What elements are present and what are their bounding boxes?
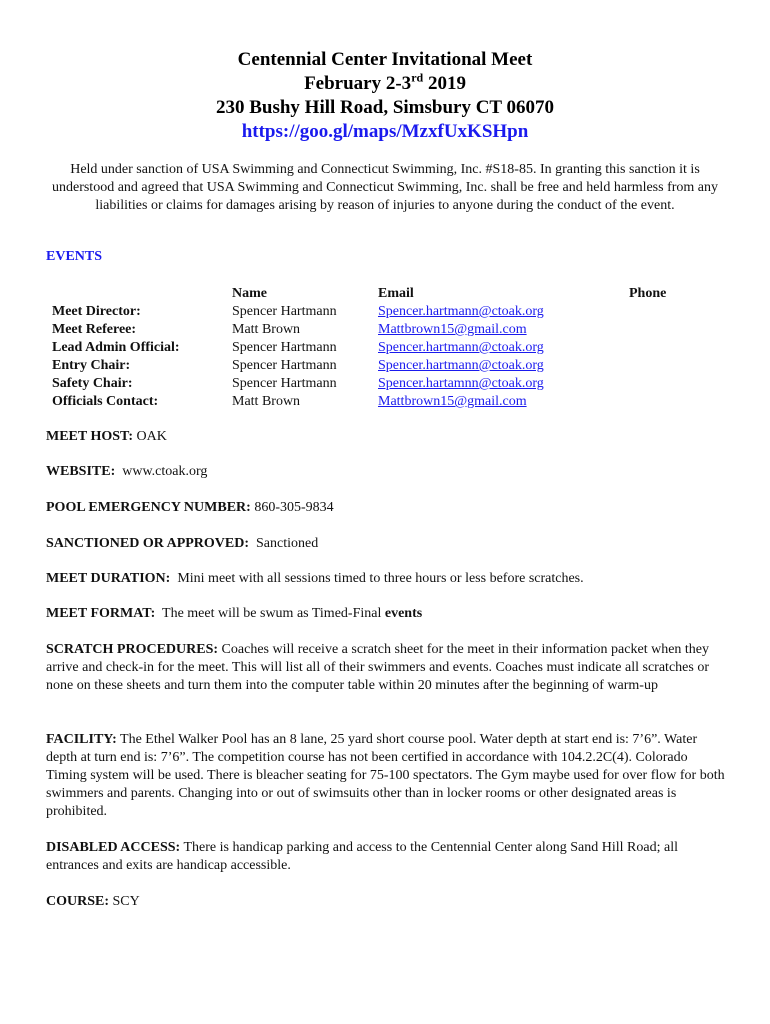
roles-header-spacer [52,285,180,303]
contact-email-link[interactable]: Spencer.hartmann@ctoak.org [378,304,544,319]
role-label: Officials Contact: [52,394,159,409]
meet-address: 230 Bushy Hill Road, Simsbury CT 06070 [215,97,555,118]
course-label: COURSE: [46,894,110,909]
contact-name: Spencer Hartmann [232,376,337,391]
sanctioned-label: SANCTIONED OR APPROVED: [46,536,250,551]
names-column [232,285,337,411]
contact-name: Spencer Hartmann [232,340,337,355]
course-value: SCY [109,894,140,909]
scratch-text: Coaches will receive a scratch sheet for the meet in their information packet when they arrive and check-in for the meet. This will list all of their swimmers and events. Coaches must indicate all scratches or none on these sheets and turn them into the computer table within 20 minutes after the beginning of warm-up [46,642,710,693]
sanctioned-line [46,535,726,553]
facility-text: The Ethel Walker Pool has an 8 lane, 25 yard short course pool. Water depth at start end is: 7’6”. Water depth at turn end is: 7’6”. The competition course has not been certified in accordance with 104.2.2C(4). Colorado Timing system will be used. There is bleacher seating for 75-100 spectators. The Gym maybe used for over flow for both swimmers and parents. Changing into or out of swimsuits other than in locker rooms or other designated areas is prohibited. [46,732,725,819]
meet-date-year: 2019 [423,73,466,94]
events-heading[interactable]: EVENTS [46,249,103,264]
duration-line [46,570,726,588]
contact-name: Spencer Hartmann [232,304,337,319]
disabled-access-paragraph [46,839,726,875]
email-column-header: Email [378,286,414,301]
meet-host-line [46,428,726,446]
meet-date [0,72,770,96]
duration-label: MEET DURATION: [46,571,171,586]
sanctioned-value: Sanctioned [249,536,319,551]
website-label: WEBSITE: [46,464,116,479]
facility-paragraph [46,731,726,821]
document-header [0,48,770,144]
role-label: Meet Referee: [52,322,137,337]
role-label: Safety Chair: [52,376,133,391]
role-label: Lead Admin Official: [52,340,180,355]
course-line [46,893,726,911]
contact-email-link[interactable]: Mattbrown15@gmail.com [378,394,527,409]
phones-column [629,285,666,303]
map-link[interactable]: https://goo.gl/maps/MzxfUxKSHpn [241,121,529,142]
meet-date-suffix-sup: rd [411,70,424,85]
format-label: MEET FORMAT: [46,606,156,621]
duration-value: Mini meet with all sessions timed to three hours or less before scratches. [170,571,584,586]
meet-date-main: February 2-3 [304,73,412,94]
format-value: The meet will be swum as Timed-Final [155,606,385,621]
name-column-header: Name [232,286,267,301]
scratch-paragraph [46,641,726,695]
contact-email-link[interactable]: Spencer.hartmann@ctoak.org [378,358,544,373]
emails-column [378,285,544,411]
meet-host-label: MEET HOST: [46,429,134,444]
disabled-access-text: There is handicap parking and access to the Centennial Center along Sand Hill Road; all entrances and exits are handicap accessible. [46,840,678,873]
roles-column [52,285,180,411]
website-line [46,463,726,481]
sanction-paragraph: Held under sanction of USA Swimming and Connecticut Swimming, Inc. #S18-85. In granting this sanction it is understood and agreed that USA Swimming and Connecticut Swimming, Inc. shall be free and held harmless from any liabilities or claims for damages arising by reason of injuries to anyone during the conduct of the event. [51,162,719,213]
pool-emergency-line [46,499,726,517]
pool-emergency-value: 860-305-9834 [250,500,334,515]
pool-emergency-label: POOL EMERGENCY NUMBER: [46,500,251,515]
contact-email-link[interactable]: Spencer.hartmann@ctoak.org [378,340,544,355]
facility-label: FACILITY: [46,732,117,747]
format-line [46,605,726,623]
contact-name: Spencer Hartmann [232,358,337,373]
meet-host-value: OAK [133,429,167,444]
contact-name: Matt Brown [232,322,301,337]
disabled-access-label: DISABLED ACCESS: [46,840,181,855]
website-value: www.ctoak.org [115,464,208,479]
contact-email-link[interactable]: Mattbrown15@gmail.com [378,322,527,337]
contact-name: Matt Brown [232,394,301,409]
role-label: Entry Chair: [52,358,131,373]
scratch-label: SCRATCH PROCEDURES: [46,642,219,657]
role-label: Meet Director: [52,304,141,319]
phone-column-header: Phone [629,286,667,301]
contact-email-link[interactable]: Spencer.hartamnn@ctoak.org [378,376,544,391]
meet-title: Centennial Center Invitational Meet [237,49,533,70]
format-value-bold: events [384,606,423,621]
